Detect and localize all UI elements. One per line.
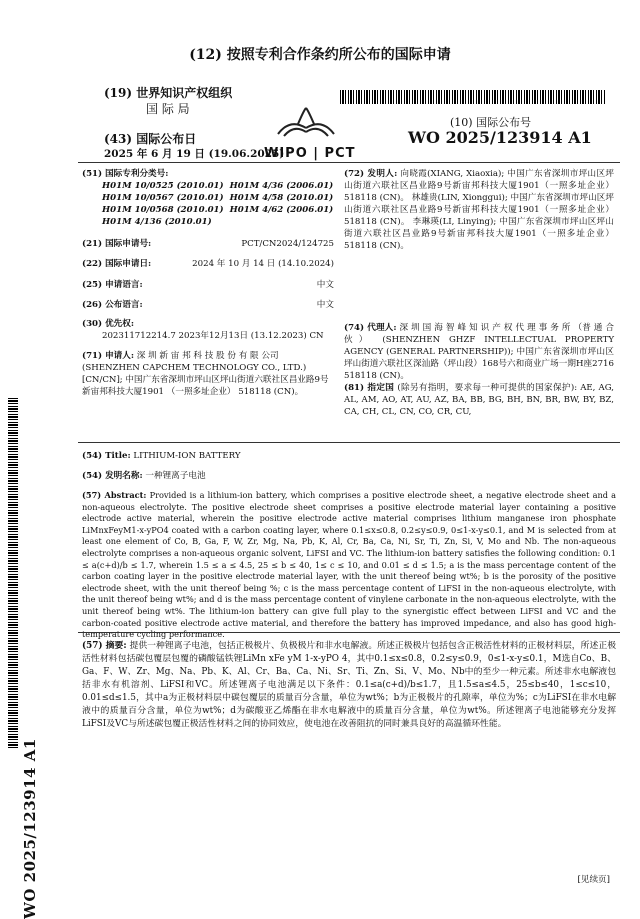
states-label: (81) 指定国 [344,383,395,393]
wipo-logo-text: WIPO | PCT [264,146,356,161]
ipc-row [102,192,334,204]
abstract-en-label: (57) Abstract: [82,490,147,500]
ipc-label: (51) 国际专利分类号: [82,169,169,179]
applicant-section [82,350,334,398]
ipc-list [82,180,334,228]
filing-lang-row [82,279,334,291]
filing-lang-label: (25) 申请语言: [82,280,143,290]
ipc-code: H01M 4/58 (2010.01) [229,193,334,203]
title-cn: 一种锂离子电池 [145,471,206,481]
ipc-code: H01M 10/0568 (2010.01) [102,205,224,215]
applicant-label: (71) 申请人: [82,351,135,361]
pub-date: 2025 年 6 月 19 日 (19.06.2025) [104,148,285,160]
abstract-en [82,490,616,641]
applicant-value: 深 圳 新 宙 邦 科 技 股 份 有 限 公司(SHENZHEN CAPCHEM TECHNOLOGY CO., LTD.) [CN/CN]; 中国广东省深圳市坪山区坪山街道六联社区昌业路9号新宙邦科技大厦1901 （一照多址企业） 518118 (CN)。 [82,351,329,397]
inventors-section [344,168,614,252]
header-divider [78,162,620,163]
designated-states-section [344,382,614,418]
abstract-en-text: Provided is a lithium-ion battery, which comprises a positive electrode sheet, a negative electrode sheet and a non-aqueous electrolyte. The positive electrode sheet comprises a positive electrode material layer containing a positive electrode active material, wherein the positive electrode active material comprises lithium manganese iron phosphate LiMnxFeyM1-x-yPO4 coated with a carbon coating layer, where 0.1≤x≤0.8, 0.2≤y≤0.9, 0≤1-x-y≤0.1, and M is selected from at least one element of Co, B, Ga, F, W, Zr, Mg, Na, Pb, K, Al, Cr, Ba, Ca, Ni, Sr, Ti, Zn, Si, V, Mo and Nb. The non-aqueous electrolyte comprises a non-aqueous organic solvent, LiFSI and VC. The lithium-ion battery satisfies the following condition: 0.1 ≤ a(c+d)/b ≤ 1.7, wherein 1.5 ≤ a ≤ 4.5, 25 ≤ b ≤ 40, 1≤ c ≤ 10, and 0.01 ≤ d ≤ 1.5; a is the mass percentage content of the carbon coating layer in the positive electrode material layer, with the unit thereof being wt%; b is the porosity of the positive electrode sheet, with the unit thereof being %; c is the mass percentage content of LiFSI in the non-aqueous electrolyte, with the unit thereof being wt%; and d is the mass percentage content of vinylene carbonate in the non-aqueous electrolyte, with the unit thereof being wt%. The lithium-ion battery can give full play to the synergistic effect between LiFSI and VC and the carbon-coated positive electrode active material, and therefore the battery has improved impedance, and also has good high-temperature cycling performance. [82,490,617,640]
app-no-label: (21) 国际申请号: [82,239,152,249]
document-type-heading: (12) 按照专利合作条约所公布的国际申请 [189,47,451,63]
pub-lang-row [82,299,334,311]
pub-lang-label: (26) 公布语言: [82,300,143,310]
title-en: LITHIUM-ION BATTERY [133,451,241,461]
ipc-code: H01M 4/62 (2006.01) [229,205,334,215]
agent-value: 深 圳 国 海 智 峰 知 识 产 权 代 理 事 务 所 （普 通 合 伙） (SHENZHEN GHZF INTELLECTUAL PROPERTY AGENCY (GENERAL PARTNERSHIP)); 中国广东省深圳市坪山区坪山街道六联社区深汕路（坪山段）168号六和商业广场一期H座2716 518118 (CN)。 [344,323,614,381]
inventors-label: (72) 发明人: [344,169,398,179]
priority-section [82,318,334,342]
states-value: (除另有指明，要求每一种可提供的国家保护): AE, AG, AL, AM, AO, AT, AU, AZ, BA, BB, BG, BH, BN, BR, BW, BY, BZ, CA, CH, CL, CN, CO, CR, CU, [344,383,614,417]
filing-lang-value: 中文 [316,280,334,290]
priority-label: (30) 优先权: [82,319,135,329]
abstract-cn [82,640,616,731]
filing-date-label: (22) 国际申请日: [82,259,152,269]
inventors-value: 向晓霞(XIANG, Xiaoxia); 中国广东省深圳市坪山区坪山街道六联社区昌业路9号新宙邦科技大厦1901（一照多址企业） 518118 (CN)。 林雄贵(LIN, Xionggui); 中国广东省深圳市坪山区坪山街道六联社区昌业路9号新宙邦科技大厦1901（一照多址企业） 518118 (CN)。 李琳瑛(LI, Linying); 中国广东省深圳市坪山区坪山街道六联社区昌业路9号新宙邦科技大厦1901（一照多址企业） 518118 (CN)。 [344,169,614,251]
ipc-code: H01M 10/0567 (2010.01) [102,193,224,203]
filing-date-row [82,258,334,270]
org-sub: 国 际 局 [146,102,190,116]
app-no-row [82,238,334,250]
title-cn-row [82,470,206,482]
ipc-code: H01M 4/136 (2010.01) [102,217,212,227]
pub-no-label: (10) 国际公布号 [450,116,532,129]
publication-number: WO 2025/123914 A1 [408,128,592,147]
ipc-section [82,168,334,228]
ipc-row [102,204,334,216]
title-cn-label: (54) 发明名称: [82,471,143,481]
ipc-code: H01M 10/0525 (2010.01) [102,181,224,191]
barcode-top [340,90,605,104]
org-label: (19) 世界知识产权组织 [104,86,233,100]
side-publication-number: WO 2025/123914 A1 [21,738,39,919]
ipc-row [102,180,334,192]
barcode-side [8,398,18,748]
app-no-value: PCT/CN2024/124725 [241,239,334,249]
agent-section [344,322,614,382]
abstract-cn-label: (57) 摘要: [82,641,127,651]
abstract-divider [78,632,620,633]
title-en-row [82,450,241,462]
priority-value: 202311712214.7 2023年12月13日 (13.12.2023) CN [102,331,324,341]
ipc-code: H01M 4/36 (2006.01) [229,181,334,191]
filing-date-value: 2024 年 10 月 14 日 (14.10.2024) [192,259,334,269]
title-en-label: (54) Title: [82,451,131,461]
agent-label: (74) 代理人: [344,323,397,333]
biblio-divider [78,442,620,443]
pub-date-label: (43) 国际公布日 [104,132,197,146]
ipc-row [102,216,334,228]
abstract-cn-text: 提供一种锂离子电池，包括正极极片、负极极片和非水电解液。所述正极极片包括包含正极活性材料的正极材料层，所述正极活性材料包括碳包覆层包覆的磷酸锰铁锂LiMn xFe yM 1-x-yPO 4，其中0.1≤x≤0.8，0.2≤y≤0.9，0≤1-x-y≤0.1，M选自Co、B、Ga、F、W、Zr、Mg、Na、Pb、K、Al、Cr、Ba、Ca、Ni、Sr、Ti、Zn、Si、V、Mo、Nb中的至少一种元素。所述非水电解液包括非水有机溶剂、LiFSI和VC。所述锂离子电池满足以下条件：0.1≤a(c+d)/b≤1.7，且1.5≤a≤4.5，25≤b≤40，1≤c≤10，0.01≤d≤1.5，其中a为正极材料层中碳包覆层的质量百分含量，单位为wt%；b为正极极片的孔隙率，单位为%；c为LiFSI在非水电解液中的质量百分含量，单位为wt%；d为碳酸亚乙烯酯在非水电解液中的质量百分含量，单位为wt%。所述锂离子电池能够充分发挥LiFSI及VC与所述碳包覆正极活性材料之间的协同效应，使电池在改善阻抗的同时兼具良好的高温循环性能。 [82,641,616,729]
pub-lang-value: 中文 [316,300,334,310]
continuation-note: [见续页] [577,875,610,885]
